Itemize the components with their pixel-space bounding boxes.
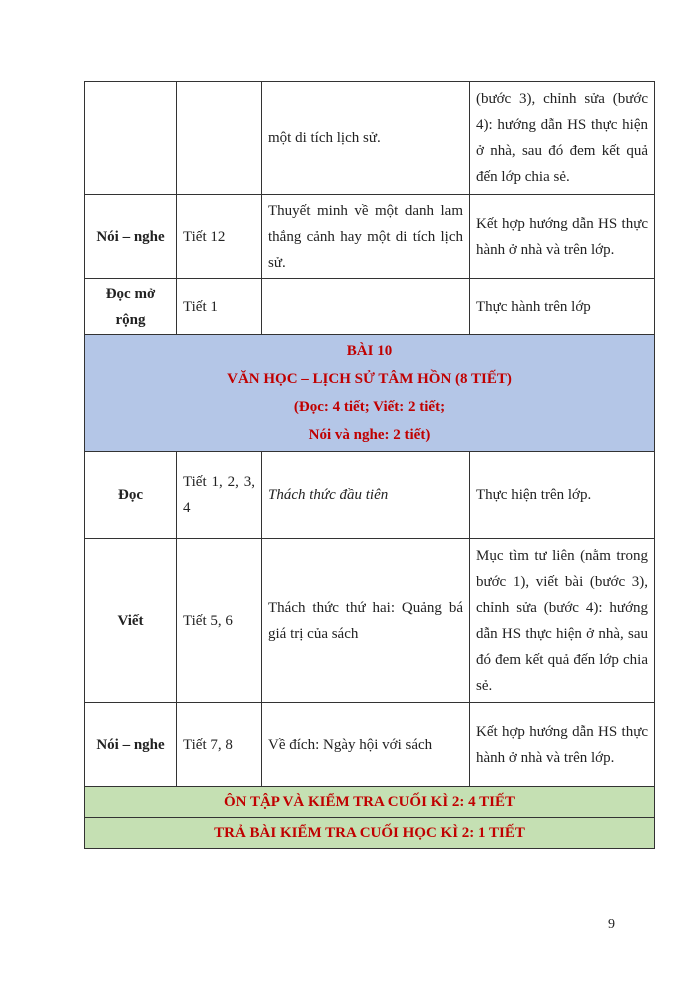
period-cell: Tiết 1, 2, 3, 4 <box>177 452 262 539</box>
lesson-detail: (Đọc: 4 tiết; Viết: 2 tiết; <box>293 399 446 415</box>
review-row <box>85 787 655 818</box>
review-heading: ÔN TẬP VÀ KIỂM TRA CUỐI KÌ 2: 4 TIẾT <box>85 787 655 818</box>
table-row <box>85 195 655 279</box>
skill-cell <box>85 82 177 195</box>
return-test-heading: TRẢ BÀI KIỂM TRA CUỐI HỌC KÌ 2: 1 TIẾT <box>85 818 655 849</box>
period-cell: Tiết 12 <box>177 195 262 279</box>
content-cell: Về đích: Ngày hội với sách <box>262 703 470 787</box>
table-row <box>85 279 655 335</box>
lesson-number: BÀI 10 <box>346 343 393 359</box>
content-cell: một di tích lịch sử. <box>262 82 470 195</box>
period-cell: Tiết 5, 6 <box>177 539 262 703</box>
lesson-plan-table <box>84 81 655 849</box>
content-cell <box>262 279 470 335</box>
skill-cell: Nói – nghe <box>85 195 177 279</box>
period-cell: Tiết 1 <box>177 279 262 335</box>
method-cell: Thực hành trên lớp <box>470 279 655 335</box>
lesson-title: VĂN HỌC – LỊCH SỬ TÂM HỒN (8 TIẾT) <box>227 371 512 387</box>
method-cell: (bước 3), chỉnh sửa (bước 4): hướng dẫn HS thực hiện ở nhà, sau đó đem kết quả đến lớp chia sẻ. <box>470 82 655 195</box>
page-number: 9 <box>608 917 615 932</box>
skill-cell: Đọc mở rộng <box>85 279 177 335</box>
skill-cell: Nói – nghe <box>85 703 177 787</box>
return-test-row <box>85 818 655 849</box>
period-cell <box>177 82 262 195</box>
lesson-header <box>85 335 655 452</box>
skill-cell: Viết <box>85 539 177 703</box>
skill-cell: Đọc <box>85 452 177 539</box>
table-row <box>85 82 655 195</box>
method-cell: Kết hợp hướng dẫn HS thực hành ở nhà và trên lớp. <box>470 195 655 279</box>
content-cell: Thách thức thứ hai: Quảng bá giá trị của sách <box>262 539 470 703</box>
lesson-header-row <box>85 335 655 452</box>
content-cell: Thuyết minh về một danh lam thắng cảnh hay một di tích lịch sử. <box>262 195 470 279</box>
lesson-detail: Nói và nghe: 2 tiết) <box>308 427 431 443</box>
content-cell: Thách thức đầu tiên <box>262 452 470 539</box>
period-cell: Tiết 7, 8 <box>177 703 262 787</box>
table-row <box>85 539 655 703</box>
method-cell: Mục tìm tư liên (nằm trong bước 1), viết bài (bước 3), chỉnh sửa (bước 4): hướng dẫn HS thực hiện ở nhà, sau đó đem kết quả đến lớp chia sẻ. <box>470 539 655 703</box>
table-row <box>85 703 655 787</box>
method-cell: Kết hợp hướng dẫn HS thực hành ở nhà và trên lớp. <box>470 703 655 787</box>
table-row <box>85 452 655 539</box>
method-cell: Thực hiện trên lớp. <box>470 452 655 539</box>
